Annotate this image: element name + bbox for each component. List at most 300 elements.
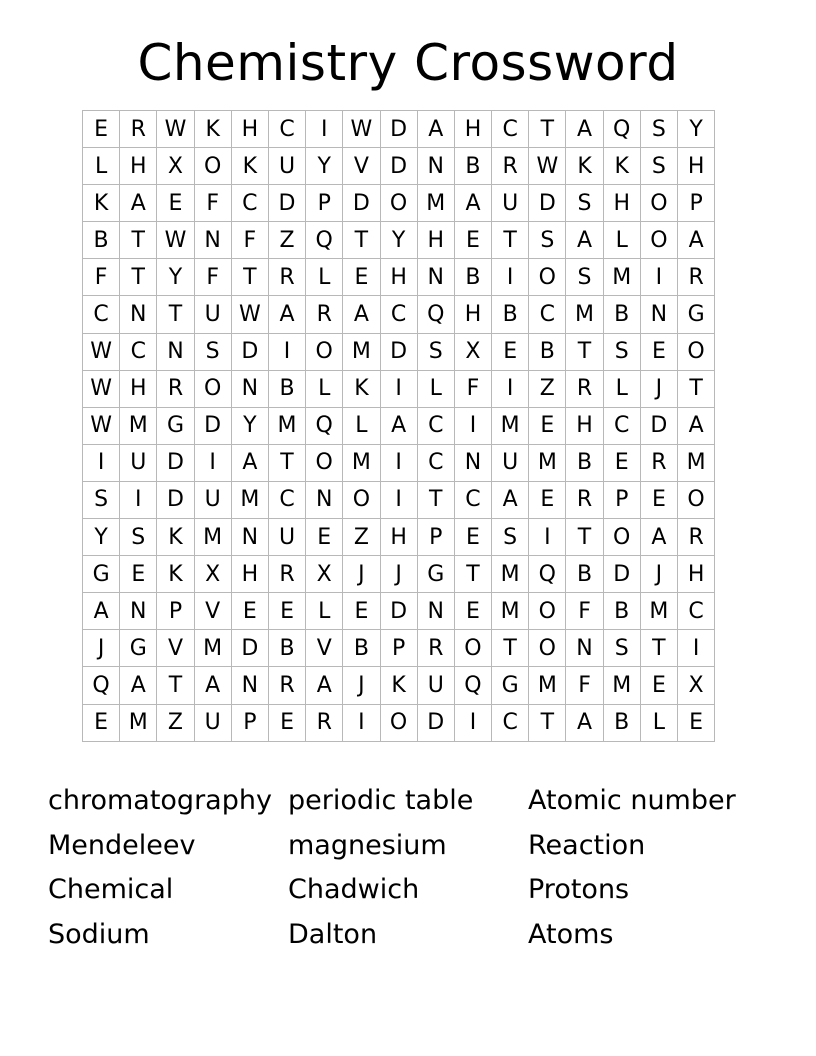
grid-cell[interactable]: P	[231, 704, 268, 741]
grid-cell[interactable]: A	[454, 185, 491, 222]
grid-cell[interactable]: Q	[83, 667, 120, 704]
grid-cell[interactable]: H	[231, 111, 268, 148]
grid-cell[interactable]: A	[678, 407, 715, 444]
grid-cell[interactable]: A	[380, 407, 417, 444]
grid-cell[interactable]: M	[492, 593, 529, 630]
grid-cell[interactable]: N	[454, 444, 491, 481]
grid-cell[interactable]: K	[157, 556, 194, 593]
grid-cell[interactable]: P	[678, 185, 715, 222]
grid-cell[interactable]: G	[120, 630, 157, 667]
grid-cell[interactable]: M	[268, 407, 305, 444]
grid-cell[interactable]: V	[194, 593, 231, 630]
grid-cell[interactable]: C	[231, 185, 268, 222]
grid-cell[interactable]: A	[306, 667, 343, 704]
grid-cell[interactable]: J	[640, 556, 677, 593]
grid-cell[interactable]: E	[640, 667, 677, 704]
grid-cell[interactable]: M	[194, 630, 231, 667]
grid-cell[interactable]: I	[454, 704, 491, 741]
grid-cell[interactable]: F	[566, 667, 603, 704]
grid-cell[interactable]: D	[417, 704, 454, 741]
grid-cell[interactable]: C	[492, 111, 529, 148]
grid-cell[interactable]: Z	[157, 704, 194, 741]
grid-cell[interactable]: E	[454, 593, 491, 630]
grid-cell[interactable]: T	[231, 259, 268, 296]
grid-cell[interactable]: D	[231, 630, 268, 667]
grid-cell[interactable]: S	[566, 185, 603, 222]
grid-cell[interactable]: O	[454, 630, 491, 667]
grid-cell[interactable]: C	[492, 704, 529, 741]
grid-cell[interactable]: T	[678, 370, 715, 407]
grid-cell[interactable]: D	[157, 444, 194, 481]
grid-cell[interactable]: R	[120, 111, 157, 148]
grid-cell[interactable]: A	[268, 296, 305, 333]
grid-cell[interactable]: N	[640, 296, 677, 333]
word-list-item: Chadwich	[288, 874, 420, 906]
grid-cell[interactable]: D	[231, 333, 268, 370]
grid-cell[interactable]: W	[83, 407, 120, 444]
grid-cell[interactable]: B	[566, 444, 603, 481]
grid-cell[interactable]: R	[306, 704, 343, 741]
grid-cell[interactable]: M	[529, 667, 566, 704]
grid-cell[interactable]: H	[454, 111, 491, 148]
grid-cell[interactable]: Z	[268, 222, 305, 259]
grid-cell[interactable]: I	[678, 630, 715, 667]
grid-cell[interactable]: M	[492, 407, 529, 444]
grid-cell[interactable]: N	[306, 481, 343, 518]
grid-cell[interactable]: Q	[306, 407, 343, 444]
grid-cell[interactable]: I	[492, 259, 529, 296]
grid-cell[interactable]: O	[194, 148, 231, 185]
grid-cell[interactable]: Y	[380, 222, 417, 259]
grid-cell[interactable]: E	[231, 593, 268, 630]
grid-cell[interactable]: L	[343, 407, 380, 444]
grid-cell[interactable]: F	[454, 370, 491, 407]
grid-cell[interactable]: O	[194, 370, 231, 407]
grid-cell[interactable]: N	[194, 222, 231, 259]
grid-cell[interactable]: N	[231, 370, 268, 407]
grid-cell[interactable]: S	[529, 222, 566, 259]
grid-cell[interactable]: L	[417, 370, 454, 407]
grid-cell[interactable]: E	[529, 407, 566, 444]
grid-cell[interactable]: I	[343, 704, 380, 741]
grid-cell[interactable]: L	[306, 370, 343, 407]
grid-row	[83, 630, 715, 667]
grid-cell[interactable]: A	[83, 593, 120, 630]
grid-cell[interactable]: C	[380, 296, 417, 333]
grid-cell[interactable]: K	[83, 185, 120, 222]
grid-cell[interactable]: X	[454, 333, 491, 370]
grid-cell[interactable]: B	[343, 630, 380, 667]
grid-cell[interactable]: K	[343, 370, 380, 407]
grid-cell[interactable]: S	[566, 259, 603, 296]
grid-cell[interactable]: E	[454, 519, 491, 556]
grid-cell[interactable]: S	[120, 519, 157, 556]
grid-cell[interactable]: M	[231, 481, 268, 518]
grid-cell[interactable]: G	[678, 296, 715, 333]
grid-cell[interactable]: W	[231, 296, 268, 333]
grid-cell[interactable]: I	[194, 444, 231, 481]
grid-cell[interactable]: O	[678, 481, 715, 518]
grid-cell[interactable]: T	[157, 296, 194, 333]
grid-cell[interactable]: E	[120, 556, 157, 593]
grid-cell[interactable]: V	[306, 630, 343, 667]
grid-cell[interactable]: S	[492, 519, 529, 556]
grid-cell[interactable]: O	[306, 333, 343, 370]
grid-cell[interactable]: M	[120, 704, 157, 741]
grid-cell[interactable]: T	[566, 519, 603, 556]
grid-cell[interactable]: F	[83, 259, 120, 296]
grid-cell[interactable]: O	[678, 333, 715, 370]
grid-cell[interactable]: D	[640, 407, 677, 444]
grid-cell[interactable]: H	[380, 259, 417, 296]
grid-cell[interactable]: E	[83, 704, 120, 741]
grid-cell[interactable]: S	[417, 333, 454, 370]
grid-cell[interactable]: Q	[529, 556, 566, 593]
grid-cell[interactable]: K	[157, 519, 194, 556]
grid-cell[interactable]: W	[529, 148, 566, 185]
grid-cell[interactable]: T	[343, 222, 380, 259]
grid-cell[interactable]: E	[306, 519, 343, 556]
grid-cell[interactable]: G	[417, 556, 454, 593]
grid-cell[interactable]: Y	[678, 111, 715, 148]
grid-cell[interactable]: C	[268, 481, 305, 518]
grid-cell[interactable]: R	[640, 444, 677, 481]
grid-cell[interactable]: E	[640, 333, 677, 370]
grid-cell[interactable]: I	[380, 481, 417, 518]
grid-cell[interactable]: T	[454, 556, 491, 593]
grid-cell[interactable]: S	[640, 148, 677, 185]
grid-cell[interactable]: A	[120, 667, 157, 704]
grid-cell[interactable]: B	[529, 333, 566, 370]
grid-cell[interactable]: R	[268, 556, 305, 593]
grid-row	[83, 407, 715, 444]
grid-row	[83, 370, 715, 407]
grid-cell[interactable]: C	[529, 296, 566, 333]
grid-cell[interactable]: M	[529, 444, 566, 481]
grid-cell[interactable]: W	[343, 111, 380, 148]
grid-cell[interactable]: O	[306, 444, 343, 481]
grid-cell[interactable]: W	[157, 222, 194, 259]
grid-cell[interactable]: U	[268, 519, 305, 556]
grid-cell[interactable]: O	[529, 593, 566, 630]
grid-cell[interactable]: A	[343, 296, 380, 333]
grid-cell[interactable]: A	[231, 444, 268, 481]
grid-cell[interactable]: F	[194, 259, 231, 296]
grid-cell[interactable]: K	[194, 111, 231, 148]
grid-cell[interactable]: O	[380, 704, 417, 741]
grid-cell[interactable]: U	[194, 296, 231, 333]
grid-cell[interactable]: P	[380, 630, 417, 667]
grid-cell[interactable]: Y	[157, 259, 194, 296]
grid-cell[interactable]: E	[157, 185, 194, 222]
grid-cell[interactable]: E	[454, 222, 491, 259]
grid-cell[interactable]: N	[231, 519, 268, 556]
grid-cell[interactable]: L	[306, 259, 343, 296]
grid-cell[interactable]: F	[566, 593, 603, 630]
grid-cell[interactable]: A	[194, 667, 231, 704]
grid-cell[interactable]: C	[454, 481, 491, 518]
grid-cell[interactable]: F	[231, 222, 268, 259]
grid-cell[interactable]: L	[640, 704, 677, 741]
grid-cell[interactable]: H	[678, 148, 715, 185]
grid-cell[interactable]: I	[454, 407, 491, 444]
grid-cell[interactable]: Q	[306, 222, 343, 259]
grid-cell[interactable]: T	[268, 444, 305, 481]
grid-cell[interactable]: M	[566, 296, 603, 333]
grid-cell[interactable]: N	[417, 259, 454, 296]
grid-cell[interactable]: K	[380, 667, 417, 704]
grid-cell[interactable]: J	[380, 556, 417, 593]
grid-cell[interactable]: B	[268, 630, 305, 667]
grid-cell[interactable]: C	[83, 296, 120, 333]
grid-cell[interactable]: B	[454, 148, 491, 185]
grid-cell[interactable]: I	[640, 259, 677, 296]
grid-cell[interactable]: J	[343, 667, 380, 704]
grid-cell[interactable]: R	[678, 259, 715, 296]
grid-cell[interactable]: R	[678, 519, 715, 556]
grid-cell[interactable]: E	[678, 704, 715, 741]
grid-cell[interactable]: D	[380, 148, 417, 185]
grid-cell[interactable]: N	[417, 148, 454, 185]
grid-cell[interactable]: S	[194, 333, 231, 370]
grid-cell[interactable]: O	[529, 259, 566, 296]
grid-cell[interactable]: H	[120, 148, 157, 185]
grid-cell[interactable]: B	[566, 556, 603, 593]
grid-cell[interactable]: E	[343, 593, 380, 630]
grid-cell[interactable]: B	[454, 259, 491, 296]
grid-cell[interactable]: T	[120, 222, 157, 259]
grid-cell[interactable]: U	[417, 667, 454, 704]
grid-cell[interactable]: H	[380, 519, 417, 556]
grid-cell[interactable]: D	[343, 185, 380, 222]
grid-cell[interactable]: D	[380, 333, 417, 370]
grid-cell[interactable]: M	[603, 667, 640, 704]
grid-cell[interactable]: I	[380, 444, 417, 481]
grid-cell[interactable]: R	[417, 630, 454, 667]
grid-cell[interactable]: I	[529, 519, 566, 556]
grid-cell[interactable]: L	[603, 370, 640, 407]
grid-cell[interactable]: U	[194, 481, 231, 518]
grid-cell[interactable]: J	[343, 556, 380, 593]
grid-cell[interactable]: T	[492, 222, 529, 259]
grid-cell[interactable]: H	[417, 222, 454, 259]
grid-cell[interactable]: S	[640, 111, 677, 148]
grid-cell[interactable]: N	[120, 593, 157, 630]
grid-row	[83, 259, 715, 296]
grid-cell[interactable]: D	[529, 185, 566, 222]
grid-cell[interactable]: W	[83, 370, 120, 407]
grid-cell[interactable]: A	[566, 222, 603, 259]
grid-cell[interactable]: L	[83, 148, 120, 185]
grid-cell[interactable]: G	[157, 407, 194, 444]
grid-cell[interactable]: W	[83, 333, 120, 370]
grid-cell[interactable]: T	[640, 630, 677, 667]
grid-cell[interactable]: E	[529, 481, 566, 518]
grid-cell[interactable]: B	[83, 222, 120, 259]
grid-cell[interactable]: N	[120, 296, 157, 333]
grid-cell[interactable]: M	[343, 333, 380, 370]
grid-cell[interactable]: Y	[306, 148, 343, 185]
grid-cell[interactable]: A	[640, 519, 677, 556]
grid-cell[interactable]: D	[268, 185, 305, 222]
grid-cell[interactable]: K	[231, 148, 268, 185]
grid-cell[interactable]: F	[194, 185, 231, 222]
grid-cell[interactable]: O	[343, 481, 380, 518]
grid-cell[interactable]: C	[417, 407, 454, 444]
grid-cell[interactable]: P	[603, 481, 640, 518]
grid-cell[interactable]: A	[492, 481, 529, 518]
grid-cell[interactable]: O	[640, 185, 677, 222]
grid-cell[interactable]: S	[83, 481, 120, 518]
grid-cell[interactable]: D	[380, 111, 417, 148]
grid-cell[interactable]: T	[529, 111, 566, 148]
grid-cell[interactable]: E	[492, 333, 529, 370]
grid-cell[interactable]: I	[120, 481, 157, 518]
grid-cell[interactable]: E	[603, 444, 640, 481]
grid-cell[interactable]: N	[417, 593, 454, 630]
grid-cell[interactable]: H	[566, 407, 603, 444]
word-list-item: chromatography	[48, 785, 272, 816]
grid-cell[interactable]: M	[120, 407, 157, 444]
grid-cell[interactable]: S	[603, 630, 640, 667]
grid-row	[83, 481, 715, 518]
grid-cell[interactable]: T	[157, 667, 194, 704]
grid-cell[interactable]: G	[492, 667, 529, 704]
grid-cell[interactable]: G	[83, 556, 120, 593]
grid-cell[interactable]: H	[603, 185, 640, 222]
grid-cell[interactable]: N	[157, 333, 194, 370]
grid-cell[interactable]: D	[157, 481, 194, 518]
grid-cell[interactable]: L	[603, 222, 640, 259]
grid-cell[interactable]: V	[157, 630, 194, 667]
grid-cell[interactable]: S	[603, 333, 640, 370]
grid-cell[interactable]: R	[566, 481, 603, 518]
grid-cell[interactable]: K	[603, 148, 640, 185]
grid-cell[interactable]: E	[640, 481, 677, 518]
grid-cell[interactable]: R	[157, 370, 194, 407]
grid-cell[interactable]: B	[603, 593, 640, 630]
grid-cell[interactable]: I	[492, 370, 529, 407]
grid-cell[interactable]: Y	[231, 407, 268, 444]
grid-cell[interactable]: E	[83, 111, 120, 148]
grid-cell[interactable]: T	[529, 704, 566, 741]
grid-cell[interactable]: U	[268, 148, 305, 185]
grid-cell[interactable]: R	[306, 296, 343, 333]
grid-cell[interactable]: B	[603, 296, 640, 333]
grid-cell[interactable]: O	[529, 630, 566, 667]
grid-cell[interactable]: E	[268, 704, 305, 741]
grid-cell[interactable]: V	[343, 148, 380, 185]
grid-cell[interactable]: U	[120, 444, 157, 481]
grid-cell[interactable]: C	[603, 407, 640, 444]
grid-cell[interactable]: H	[454, 296, 491, 333]
grid-cell[interactable]: A	[120, 185, 157, 222]
grid-row	[83, 222, 715, 259]
grid-cell[interactable]: N	[231, 667, 268, 704]
grid-cell[interactable]: A	[417, 111, 454, 148]
grid-cell[interactable]: Y	[83, 519, 120, 556]
grid-cell[interactable]: U	[492, 444, 529, 481]
grid-cell[interactable]: O	[640, 222, 677, 259]
grid-cell[interactable]: U	[194, 704, 231, 741]
grid-cell[interactable]: J	[640, 370, 677, 407]
grid-cell[interactable]: N	[566, 630, 603, 667]
grid-cell[interactable]: I	[268, 333, 305, 370]
grid-cell[interactable]: P	[417, 519, 454, 556]
grid-cell[interactable]: R	[268, 667, 305, 704]
word-list	[48, 779, 768, 958]
grid-cell[interactable]: C	[120, 333, 157, 370]
grid-cell[interactable]: X	[678, 667, 715, 704]
grid-cell[interactable]: H	[120, 370, 157, 407]
grid-cell[interactable]: M	[343, 444, 380, 481]
grid-cell[interactable]: O	[380, 185, 417, 222]
grid-row	[83, 593, 715, 630]
grid-cell[interactable]: A	[566, 111, 603, 148]
grid-cell[interactable]: B	[492, 296, 529, 333]
grid-cell[interactable]: D	[603, 556, 640, 593]
grid-cell[interactable]: I	[380, 370, 417, 407]
grid-cell[interactable]: H	[231, 556, 268, 593]
grid-cell[interactable]: T	[120, 259, 157, 296]
grid-cell[interactable]: X	[157, 148, 194, 185]
grid-cell[interactable]: R	[492, 148, 529, 185]
grid-cell[interactable]: Q	[417, 296, 454, 333]
grid-cell[interactable]: C	[678, 593, 715, 630]
grid-cell[interactable]: Q	[603, 111, 640, 148]
grid-cell[interactable]: K	[566, 148, 603, 185]
word-list-item: Dalton	[288, 919, 378, 951]
grid-cell[interactable]: R	[566, 370, 603, 407]
grid-cell[interactable]: A	[678, 222, 715, 259]
grid-cell[interactable]: Q	[454, 667, 491, 704]
grid-cell[interactable]: B	[603, 704, 640, 741]
grid-cell[interactable]: Z	[529, 370, 566, 407]
grid-cell[interactable]: H	[678, 556, 715, 593]
grid-cell[interactable]: M	[603, 259, 640, 296]
grid-cell[interactable]: P	[157, 593, 194, 630]
grid-cell[interactable]: D	[194, 407, 231, 444]
grid-cell[interactable]: M	[678, 444, 715, 481]
grid-cell[interactable]: P	[306, 185, 343, 222]
grid-cell[interactable]: L	[306, 593, 343, 630]
grid-cell[interactable]: E	[268, 593, 305, 630]
grid-cell[interactable]: C	[417, 444, 454, 481]
grid-cell[interactable]: M	[492, 556, 529, 593]
grid-cell[interactable]: J	[83, 630, 120, 667]
grid-cell[interactable]: W	[157, 111, 194, 148]
grid-cell[interactable]: I	[306, 111, 343, 148]
grid-cell[interactable]: T	[566, 333, 603, 370]
grid-cell[interactable]: M	[640, 593, 677, 630]
grid-cell[interactable]: E	[343, 259, 380, 296]
grid-cell[interactable]: I	[83, 444, 120, 481]
grid-cell[interactable]: M	[417, 185, 454, 222]
grid-cell[interactable]: R	[268, 259, 305, 296]
grid-cell[interactable]: C	[268, 111, 305, 148]
grid-cell[interactable]: T	[492, 630, 529, 667]
grid-cell[interactable]: U	[492, 185, 529, 222]
grid-cell[interactable]: T	[417, 481, 454, 518]
grid-cell[interactable]: X	[306, 556, 343, 593]
grid-cell[interactable]: Z	[343, 519, 380, 556]
grid-cell[interactable]: X	[194, 556, 231, 593]
grid-cell[interactable]: B	[268, 370, 305, 407]
grid-cell[interactable]: A	[566, 704, 603, 741]
grid-cell[interactable]: O	[603, 519, 640, 556]
grid-cell[interactable]: M	[194, 519, 231, 556]
grid-cell[interactable]: D	[380, 593, 417, 630]
